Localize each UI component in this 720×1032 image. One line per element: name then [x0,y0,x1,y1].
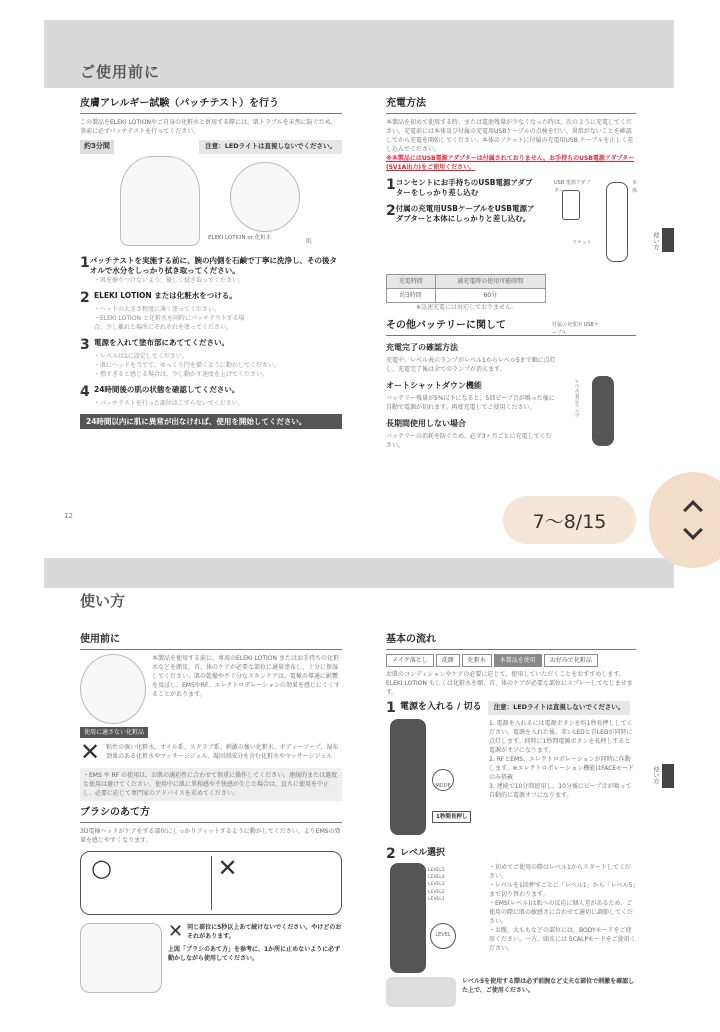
page-title: 使い方 [80,592,126,610]
adapter-warning: ※本製品にはUSB電源アダプターは付属されておりません。お手持ちのUSB電源アダプター(5V1A出力)をご使用ください。 [386,155,635,171]
intro-text: この製品をELEKI LOTIONやご自身の化粧水と併用する際には、肌トラブルを未然に防ぐため、事前に必ずパッチテストを行ってください。 [80,119,337,135]
page-number: 12 [64,512,73,520]
battery-section-title: その他バッテリーに関して [386,318,636,336]
level-button: LEVEL [430,923,456,949]
device-level-illustration [390,863,426,973]
charging-time-table: 充電時間 満充電時の使用可能時間 約3時間 60分 [386,274,546,303]
woman-illustration [120,156,200,246]
charging-column: 充電方法 本製品を初めて使用する時、または電池残量が少なくなった時は、次のように充電してください。充電前には本体及び付属の充電用USBケーブルの点検を行い、異常がないことを確認してから充電を開始してください。本体のソケットに付属の充電用USB ケーブルを正しく差し込んでください。 ※本製品にはUSB電源アダプターは付属されておりません。お手持ちのUSB電源アダプター(5V1A出力)をご使用ください。 1 コンセントにお手持ちのUSB電源アダプターをしっかり差し込む 2 付属の充電用USBケーブルをUSB電源アダプターと本体にしっかりと差し込む。 USB 電源アダプター 本体 ソケット 充電時間 満充電時の使用可能時間 約3時間 60分 ※急速充電には対応しておりません。 付属の充電用 USBケーブル その他バッテリーに関して 充電完了の確認方法 充電中、レベル表示ランプがレベル1からレベル5まで順に点灯し、充電完了後は全てのランプが消えます。 オートシャットダウン機能 バッテリー残量が5%以下になると、5回ビープ音が鳴った後に自動で電源が切れます。再度充電してご使用ください。 長期間使用しない場合 バッテリーの消耗を防ぐため、必ず3ヶ月ごとに充電してください。 レベル表示ランプ [386,98,638,449]
patch-test-illustration [80,154,342,250]
section-title: 皮膚アレルギー試験（パッチテスト）を行う [80,96,342,114]
time-badge: 約3分間 [80,140,114,154]
lotion-label: ELEKI LOTION or 化粧水 [208,234,272,241]
led-warning: 注意：LEDライトは直視しないでください。 [199,140,342,154]
flow-steps: メイク落とし 洗顔 化粧水 本製品を使用 お好みで化粧品 [386,654,636,667]
correct-mark-icon: ○ [91,854,112,882]
mode-button: MODE [432,769,454,791]
charge-step-1: 1 コンセントにお手持ちのUSB電源アダプターをしっかり差し込む [386,177,533,198]
charge-step-2: 2 付属の充電用USBケーブルをUSB電源アダプターと本体にしっかりと差し込む。 [386,203,535,224]
skin-label: 肌 [306,238,312,245]
section-side-tab [662,228,674,252]
forearm-test-illustration [386,977,456,1007]
patch-step-3: 3 電源を入れて塗布部にあててください。 [80,337,229,353]
page-indicator: 7〜8/15 [503,496,636,544]
device-power-illustration [390,719,426,835]
warning-x-icon: ✕ [168,921,184,942]
start-usage-banner: 24時間以内に肌に異常が出なければ、使用を開始してください。 [80,414,342,429]
page-header [44,20,674,88]
section-side-tab [662,764,674,788]
brush-closeup-illustration [230,162,300,232]
page-scroll-button[interactable] [649,472,720,568]
device-body-illustration [606,182,628,262]
page-12-13: ご使用前に 皮膚アレルギー試験（パッチテスト）を行う この製品をELEKI LOTIONやご自身の化粧水と併用する際には、肌トラブルを未然に防ぐため、事前に必ずパッチテストを行ってください。 約3分間 注意：LEDライトは直視しないでください。 ELEKI LOTION or 化粧水 肌 1 パッチテストを実施する前に、腕の内側を石鹸で丁寧に洗浄し、その後タオルで水分をしっかり拭き取ってください。 ・肌を擦りつけないよう、優しく拭き取ってください。 2 ELEKI LOTION または化粧水をつける。 ・ヘッドの大きさ程度に薄く塗ってください。 ・ELEKI LOTION と化粧水を同時にパッチテストする場合、少し離れた場所にそれぞれを塗ってください。 3 電源を入れて塗布部にあててください。 ・レベルは1に設定してください。 ・肌にヘッドを当てて、ゆっくり円を描くように動かしてください。 ・熱すぎると感じる場合は、少し動かす速度を上げてください。 4 24時間後の肌の状態を確認してください。 ・パッチテストを行った部位はこすらないでください。 24時間以内に肌に異常が出なければ、使用を開始してください。 充電方法 本製品を初めて使用する時、または電池残量が少なくなった時は、次のように充電してください。充電前には本体及び付属の充電用USBケーブルの点検を行い、異常がないことを確認してから充電を開始してください。本体のソケットに付属の充電用USB ケーブルを正しく差し込んでください。 ※本製品にはUSB電源アダプターは付属されておりません。お手持ちのUSB電源アダプター(5V1A出力)をご使用ください。 1 コンセントにお手持ちのUSB電源アダプターをしっかり差し込む 2 付属の充電用USBケーブルをUSB電源アダプターと本体にしっかりと差し込む。 USB 電源アダプター 本体 ソケット 充電時間 満充電時の使用可能時間 約3時間 60分 ※急速充電には対応しておりません。 付属の充電用 USBケーブル その他バッテリーに関して 充電完了の確認方法 充電中、レベル表示ランプがレベル1からレベル5まで順に点灯し、充電完了後は全てのランプが消えます。 オートシャットダウン機能 バッテリー残量が5%以下になると、5回ビープ音が鳴った後に自動で電源が切れます。再度充電してご使用ください。 長期間使用しない場合 バッテリーの消耗を防ぐため、必ず3ヶ月ごとに充電してください。 レベル表示ランプ 使い方 12 [44,20,674,538]
face-spray-illustration [80,654,146,724]
charging-intro: 本製品を初めて使用する時、または電池残量が少なくなった時は、次のように充電してください。充電前には本体及び付属の充電用USBケーブルの点検を行い、異常がないことを確認してから充電を開始してください。本体のソケットに付属の充電用USB ケーブルを正しく差し込んでください。 [386,119,634,153]
chevron-down-icon[interactable] [683,520,703,540]
patch-step-1: 1 パッチテストを実施する前に、腕の内側を石鹸で丁寧に洗浄し、その後タオルで水分をしっかり拭き取ってください。 [80,254,337,275]
basic-flow-column: 基本の流れ メイク落とし 洗顔 化粧水 本製品を使用 お好みで化粧品 お肌のコンディションやケアの必要に応じて、使用していただくことをおすすめします。ELEKI LOTION もしくは化粧水を顔、首、体のケアが必要な部位にスプレーしてなじませます。 1 電源を入れる / 切る 注意：LEDライトは直視しないでください。 MODE 1秒間長押し 1. 電源を入れるには電源ボタンを約1秒長押ししてください。電源を入れた後、赤いLEDと青LEDが同時に点灯します。同時に1秒間電源ボタンを長押しすると電源がオフになります。 2. RFとEMS、エレクトロポレーションが同時に作動します。※エレクトロポレーション機能はFACEモードのみ搭載 3. 連続で10分間使用し、10分後にビープ音が鳴って自動的に電源オフになります。 2 レベル選択 LEVEL5 LEVEL4 LEVEL3 LEVEL2 LEVEL1 LEVEL ・初めてご使用の際はレベル1からスタートしてください。 ・レベルを1回押すごとに「レベル1」から「レベル5」まで切り替わります。 ・EMS(レベル)は肌への反応に個人差があるため、ご使用の際に肌の敏感さに合わせて適切に調節してください。 ・お腹、太ももなどの部位には、BODYモードをご使用ください。一方、頭皮には SCALPモードをご使用ください。 レベル5を使用する際は必ず前腕など丈夫な部位で刺激を確認した上で、ご使用ください。 [386,632,636,1007]
chevron-up-icon[interactable] [683,500,703,520]
page-header [44,558,674,588]
cheek-brush-illustration [80,923,162,993]
level-indicator-labels: LEVEL5 LEVEL4 LEVEL3 LEVEL2 LEVEL1 [428,868,445,902]
patch-step-2: 2 ELEKI LOTION または化粧水をつける。 [80,290,237,306]
level-lamp-illustration [592,376,614,446]
x-mark-icon: ✕ [80,738,101,766]
patch-step-4: 4 24時間後の肌の状態を確認してください。 [80,384,240,400]
page-title: ご使用前に [80,63,161,81]
section-title: 充電方法 [386,96,636,114]
patch-test-column: 皮膚アレルギー試験（パッチテスト）を行う この製品をELEKI LOTIONやご自身の化粧水と併用する際には、肌トラブルを未然に防ぐため、事前に必ずパッチテストを行ってください。 約3分間 注意：LEDライトは直視しないでください。 ELEKI LOTION or 化粧水 肌 1 パッチテストを実施する前に、腕の内側を石鹸で丁寧に洗浄し、その後タオルで水分をしっかり拭き取ってください。 ・肌を擦りつけないよう、優しく拭き取ってください。 2 ELEKI LOTION または化粧水をつける。 ・ヘッドの大きさ程度に薄く塗ってください。 ・ELEKI LOTION と化粧水を同時にパッチテストする場合、少し離れた場所にそれぞれを塗ってください。 3 電源を入れて塗布部にあててください。 ・レベルは1に設定してください。 ・肌にヘッドを当てて、ゆっくり円を描くように動かしてください。 ・熱すぎると感じる場合は、少し動かす速度を上げてください。 4 24時間後の肌の状態を確認してください。 ・パッチテストを行った部位はこすらないでください。 24時間以内に肌に異常が出なければ、使用を開始してください。 [80,96,342,429]
page-14-15: 使い方 使用前に 本製品を使用する前に、専用のELEKI LOTION またはお手持ちの化粧水などを顔及、首、体のケアが必要な部位に適量塗布し、十分に保湿してください。肌の乾燥や不十分なスキンケアは、電極の導通に影響を及ぼし、EMSやRF、エレクトロポレーションの効果を感じにくくすることがあります。 使用に適さない化粧品 ✕ 粘性の強い化粧水、オイル系、スクラブ系、刺激の強い化粧水、ボディーソープ、湿布効果のある化粧水やマッサージジェル、凝固剤成分を含む化粧水やマッサージジェル ・EMS や RF の使用は、お肌の適応性に合わせて慎重に操作してください。連続的または過度な使用は避けてください。使用中に肌に異和感や不快感が生じた場合は、直ちに使用を中止し、必要に応じて専門家のアドバイスを求めてください。 ブラシのあて方 3D電極ヘッドがケアをする部位にしっかりフィットするように動かしてください。よりEMSの効果を感じやすくなります。 ○ ✕ ✕ 同じ部位に5秒以上あて続けないでください。やけどのおそれがあります。 上図「ブラシのあて方」を参考に、1か所に止めないように必ず動かしながら使用してください。 基本の流れ メイク落とし 洗顔 化粧水 本製品を使用 お好みで化粧品 お肌のコンディションやケアの必要に応じて、使用していただくことをおすすめします。ELEKI LOTION もしくは化粧水を顔、首、体のケアが必要な部位にスプレーしてなじませます。 1 電源を入れる / 切る 注意：LEDライトは直視しないでください。 MODE 1秒間長押し 1. 電源を入れるには電源ボタンを約1秒長押ししてください。電源を入れた後、赤いLEDと青LEDが同時に点灯します。同時に1秒間電源ボタンを長押しすると電源がオフになります。 2. RFとEMS、エレクトロポレーションが同時に作動します。※エレクトロポレーション機能はFACEモードのみ搭載 3. 連続で10分間使用し、10分後にビープ音が鳴って自動的に電源オフになります。 2 レベル選択 LEVEL5 LEVEL4 LEVEL3 LEVEL2 LEVEL1 LEVEL ・初めてご使用の際はレベル1からスタートしてください。 ・レベルを1回押すごとに「レベル1」から「レベル5」まで切り替わります。 ・EMS(レベル)は肌への反応に個人差があるため、ご使用の際に肌の敏感さに合わせて適切に調節してください。 ・お腹、太ももなどの部位には、BODYモードをご使用ください。一方、頭皮には SCALPモードをご使用ください。 レベル5を使用する際は必ず前腕など丈夫な部位で刺激を確認した上で、ご使用ください。 使い方 [44,558,674,1032]
incorrect-mark-icon: ✕ [217,854,238,882]
before-use-column: 使用前に 本製品を使用する前に、専用のELEKI LOTION またはお手持ちの化粧水などを顔及、首、体のケアが必要な部位に適量塗布し、十分に保湿してください。肌の乾燥や不十分なスキンケアは、電極の導通に影響を及ぼし、EMSやRF、エレクトロポレーションの効果を感じにくくすることがあります。 使用に適さない化粧品 ✕ 粘性の強い化粧水、オイル系、スクラブ系、刺激の強い化粧水、ボディーソープ、湿布効果のある化粧水やマッサージジェル、凝固剤成分を含む化粧水やマッサージジェル ・EMS や RF の使用は、お肌の適応性に合わせて慎重に操作してください。連続的または過度な使用は避けてください。使用中に肌に異和感や不快感が生じた場合は、直ちに使用を中止し、必要に応じて専門家のアドバイスを求めてください。 ブラシのあて方 3D電極ヘッドがケアをする部位にしっかりフィットするように動かしてください。よりEMSの効果を感じやすくなります。 ○ ✕ ✕ 同じ部位に5秒以上あて続けないでください。やけどのおそれがあります。 上図「ブラシのあて方」を参考に、1か所に止めないように必ず動かしながら使用してください。 [80,632,342,993]
brush-usage-diagram [80,851,342,915]
